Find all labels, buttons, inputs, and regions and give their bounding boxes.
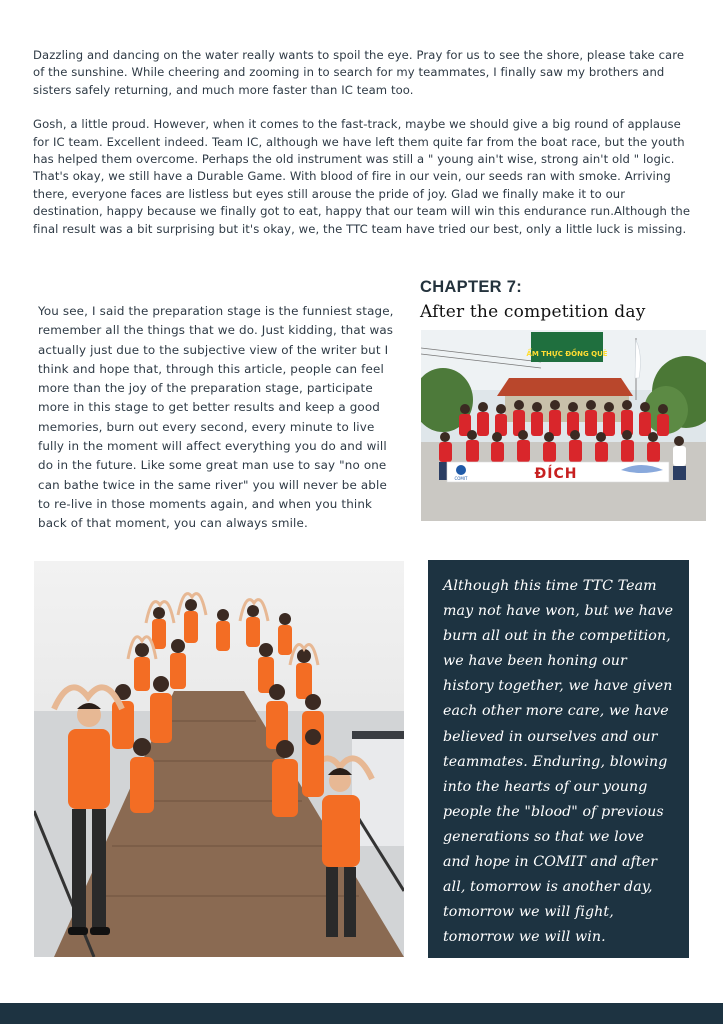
intro-text (33, 47, 693, 238)
closing-quote-box (428, 560, 689, 958)
intro-paragraph-2: Gosh, a little proud. However, when it comes to the fast-track, maybe we should give a big round of applause for IC team. Excellent indeed. Team IC, although we have left them quite far from the boat race, but the youth has helped them overcome. Perhaps the old instrument was still a " young ain't wise, strong ain't old " logic. (33, 117, 685, 167)
team-group-photo (421, 330, 706, 521)
banner-logo-text: COMIT (454, 476, 468, 481)
team-heart-pose-photo (34, 561, 404, 957)
preparation-paragraph: You see, I said the preparation stage is the funniest stage, remember all the things that we do. Just kidding, that was actually just due to the subjective view of the writer but I think and hope that, through this article, people can feel more than the joy of the preparation stage, participate more in this stage to get better results and keep a good memories, burn out every second, every minute to live fully in the moment will affect everything you do and will do in the future. Like some great man use to say "no one can bathe twice in the same river" you will never be able to re-live in those moments again, and when you think back of that moment, you can always smile. (38, 304, 394, 531)
intro-paragraph-3: That's okay, we still have a Durable Game. With blood of fire in our vein, our seeds ran with smoke. Arriving there, everyone faces are listless but eyes still arouse the pride of joy. Glad we finally make it to our destination, happy because we finally got to eat, happy that our team will win this endurance run.Although the final result was a bit surprising but it's okay, we, the TTC team have tried our best, only a little luck is missing. (33, 169, 691, 236)
chapter-title: After the competition day (420, 302, 646, 322)
intro-paragraph-1: Dazzling and dancing on the water really wants to spoil the eye. Pray for us to see the shore, please take care of the sunshine. While cheering and zooming in to search for my teammates, I finally saw my brothers and sisters safely returning, and much more faster than IC team too. (33, 48, 685, 97)
chapter-label: CHAPTER 7: (420, 278, 523, 296)
finish-banner (447, 462, 669, 482)
restaurant-sign-text: ẨM THỰC ĐỒNG QUÊ (526, 350, 608, 358)
team-heart-pose-photo-illustration (34, 561, 404, 957)
banner-finish-text: ĐÍCH (534, 466, 578, 482)
closing-quote-text: Although this time TTC Team may not have won, but we have burn all out in the competition, we have been honing our history together, we have given each other more care, we have believed in ourselves and our teammates. Enduring, blowing into the hearts of our young people the "blood" of previous generations so that we love and hope in COMIT and after all, tomorrow is another day, tomorrow we will fight, tomorrow we will win. (443, 578, 674, 946)
footer-bar (0, 1003, 723, 1024)
team-group-photo-illustration (421, 330, 706, 521)
